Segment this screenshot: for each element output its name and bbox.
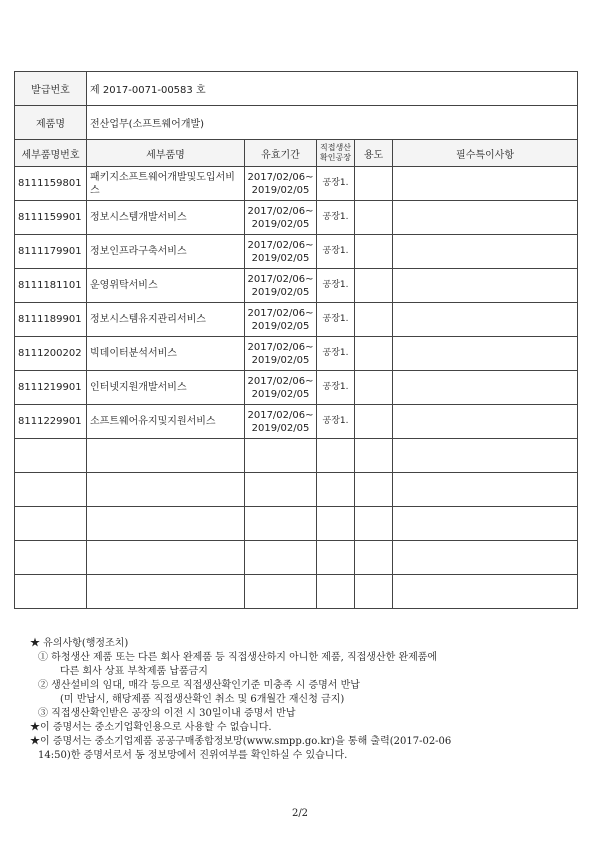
column-header-row xyxy=(15,140,578,167)
empty-cell xyxy=(87,473,245,507)
product-rows xyxy=(15,167,578,609)
row-period xyxy=(245,235,317,269)
row-usage xyxy=(355,201,393,235)
row-notes xyxy=(393,541,578,575)
row-notes xyxy=(393,507,578,541)
row-name: 정보인프라구축서비스 xyxy=(87,235,245,269)
row-period xyxy=(245,371,317,405)
row-name: 인터넷지원개발서비스 xyxy=(87,371,245,405)
issue-number-label: 발급번호 xyxy=(15,72,87,106)
row-code: 8111159901 xyxy=(15,201,87,235)
col-period-header: 유효기간 xyxy=(245,140,317,167)
table-row xyxy=(15,371,578,405)
row-name: 빅데이터분석서비스 xyxy=(87,337,245,371)
issue-number-row xyxy=(15,72,578,106)
row-code: 8111200202 xyxy=(15,337,87,371)
row-notes xyxy=(393,575,578,609)
row-code: 8111219901 xyxy=(15,371,87,405)
row-notes xyxy=(393,371,578,405)
row-facility: 공장1. xyxy=(317,303,355,337)
row-name: 정보시스템개발서비스 xyxy=(87,201,245,235)
row-name: 정보시스템유지관리서비스 xyxy=(87,303,245,337)
note-star-3: ★이 증명서는 중소기업확인용으로 사용할 수 없습니다. xyxy=(30,722,272,733)
table-row xyxy=(15,507,578,541)
table-row xyxy=(15,541,578,575)
row-facility: 공장1. xyxy=(317,371,355,405)
col-facility-header: 직접생산확인공장 xyxy=(317,140,355,167)
period-end: 2019/02/05 xyxy=(251,286,310,298)
period-start: 2017/02/06~ xyxy=(247,239,314,251)
row-notes xyxy=(393,269,578,303)
row-code: 8111189901 xyxy=(15,303,87,337)
period-start: 2017/02/06~ xyxy=(247,341,314,353)
note-item-1-cont: 다른 회사 상표 부착제품 납품금지 xyxy=(60,666,208,677)
table-row xyxy=(15,337,578,371)
note-item-2: ② 생산설비의 임대, 매각 등으로 직접생산확인기준 미충족 시 증명서 반납 xyxy=(38,680,360,691)
period-end: 2019/02/05 xyxy=(251,252,310,264)
table-row xyxy=(15,167,578,201)
row-usage xyxy=(355,371,393,405)
row-period xyxy=(245,405,317,439)
table-row xyxy=(15,303,578,337)
row-usage xyxy=(355,541,393,575)
table-row xyxy=(15,439,578,473)
row-period xyxy=(245,303,317,337)
notes-title: ★ 유의사항(행정조치) xyxy=(30,638,129,649)
empty-cell xyxy=(15,473,87,507)
empty-cell xyxy=(87,575,245,609)
row-code: 8111179901 xyxy=(15,235,87,269)
row-code: 8111229901 xyxy=(15,405,87,439)
row-name: 운영위탁서비스 xyxy=(87,269,245,303)
period-end: 2019/02/05 xyxy=(251,184,310,196)
col-code-header: 세부품명번호 xyxy=(15,140,87,167)
row-notes xyxy=(393,167,578,201)
row-usage xyxy=(355,507,393,541)
empty-cell xyxy=(245,473,317,507)
product-name-value: 전산업무(소프트웨어개발) xyxy=(87,106,578,140)
row-usage xyxy=(355,575,393,609)
empty-cell xyxy=(245,507,317,541)
empty-cell xyxy=(15,507,87,541)
col-name-header: 세부품명 xyxy=(87,140,245,167)
note-item-1: ① 하청생산 제품 또는 다른 회사 완제품 등 직접생산하지 아니한 제품, 직접생산한 완제품에 xyxy=(38,652,438,663)
table-row xyxy=(15,473,578,507)
issue-number-value: 제 2017-0071-00583 호 xyxy=(87,72,578,106)
row-notes xyxy=(393,439,578,473)
table-row xyxy=(15,269,578,303)
empty-cell xyxy=(245,575,317,609)
row-period xyxy=(245,201,317,235)
row-facility: 공장1. xyxy=(317,405,355,439)
empty-cell xyxy=(87,439,245,473)
row-usage xyxy=(355,337,393,371)
empty-cell xyxy=(317,473,355,507)
row-facility: 공장1. xyxy=(317,167,355,201)
empty-cell xyxy=(15,439,87,473)
row-usage xyxy=(355,439,393,473)
notes-section xyxy=(30,637,570,763)
empty-cell xyxy=(317,439,355,473)
empty-cell xyxy=(317,541,355,575)
table-row xyxy=(15,575,578,609)
table-row xyxy=(15,235,578,269)
row-period xyxy=(245,337,317,371)
row-period xyxy=(245,167,317,201)
note-item-2-cont: (미 반납시, 해당제품 직접생산확인 취소 및 6개월간 재신청 금지) xyxy=(60,694,345,705)
row-facility: 공장1. xyxy=(317,269,355,303)
table-row xyxy=(15,405,578,439)
row-code: 8111159801 xyxy=(15,167,87,201)
col-usage-header: 용도 xyxy=(355,140,393,167)
note-star-2: ★이 증명서는 중소기업제품 공공구매종합정보망(www.smpp.go.kr)을 통해 출력(2017-02-06 xyxy=(30,736,452,747)
product-name-row xyxy=(15,106,578,140)
row-usage xyxy=(355,269,393,303)
period-start: 2017/02/06~ xyxy=(247,409,314,421)
period-end: 2019/02/05 xyxy=(251,218,310,230)
empty-cell xyxy=(87,507,245,541)
empty-cell xyxy=(87,541,245,575)
row-notes xyxy=(393,405,578,439)
empty-cell xyxy=(245,541,317,575)
row-notes xyxy=(393,235,578,269)
period-start: 2017/02/06~ xyxy=(247,307,314,319)
period-start: 2017/02/06~ xyxy=(247,273,314,285)
note-star-2-cont: 14:50)한 증명서로서 동 정보망에서 진위여부를 확인하실 수 있습니다. xyxy=(38,750,348,761)
row-notes xyxy=(393,201,578,235)
empty-cell xyxy=(15,541,87,575)
row-name: 소프트웨어유지및지원서비스 xyxy=(87,405,245,439)
empty-cell xyxy=(245,439,317,473)
col-notes-header: 필수특이사항 xyxy=(393,140,578,167)
empty-cell xyxy=(317,575,355,609)
empty-cell xyxy=(317,507,355,541)
period-end: 2019/02/05 xyxy=(251,320,310,332)
row-period xyxy=(245,269,317,303)
period-start: 2017/02/06~ xyxy=(247,205,314,217)
row-facility: 공장1. xyxy=(317,235,355,269)
row-notes xyxy=(393,473,578,507)
row-usage xyxy=(355,167,393,201)
period-start: 2017/02/06~ xyxy=(247,171,314,183)
table-row xyxy=(15,201,578,235)
row-notes xyxy=(393,303,578,337)
period-end: 2019/02/05 xyxy=(251,422,310,434)
row-facility: 공장1. xyxy=(317,337,355,371)
period-end: 2019/02/05 xyxy=(251,354,310,366)
row-usage xyxy=(355,303,393,337)
certificate-table xyxy=(14,71,577,609)
empty-cell xyxy=(15,575,87,609)
row-usage xyxy=(355,235,393,269)
row-facility: 공장1. xyxy=(317,201,355,235)
row-code: 8111181101 xyxy=(15,269,87,303)
note-item-3: ③ 직접생산확인받은 공장의 이전 시 30일이내 증명서 반납 xyxy=(38,708,296,719)
row-name: 패키지소프트웨어개발및도입서비스 xyxy=(87,167,245,201)
period-end: 2019/02/05 xyxy=(251,388,310,400)
row-usage xyxy=(355,405,393,439)
row-usage xyxy=(355,473,393,507)
row-notes xyxy=(393,337,578,371)
page-number: 2/2 xyxy=(291,808,309,819)
product-name-label: 제품명 xyxy=(15,106,87,140)
period-start: 2017/02/06~ xyxy=(247,375,314,387)
